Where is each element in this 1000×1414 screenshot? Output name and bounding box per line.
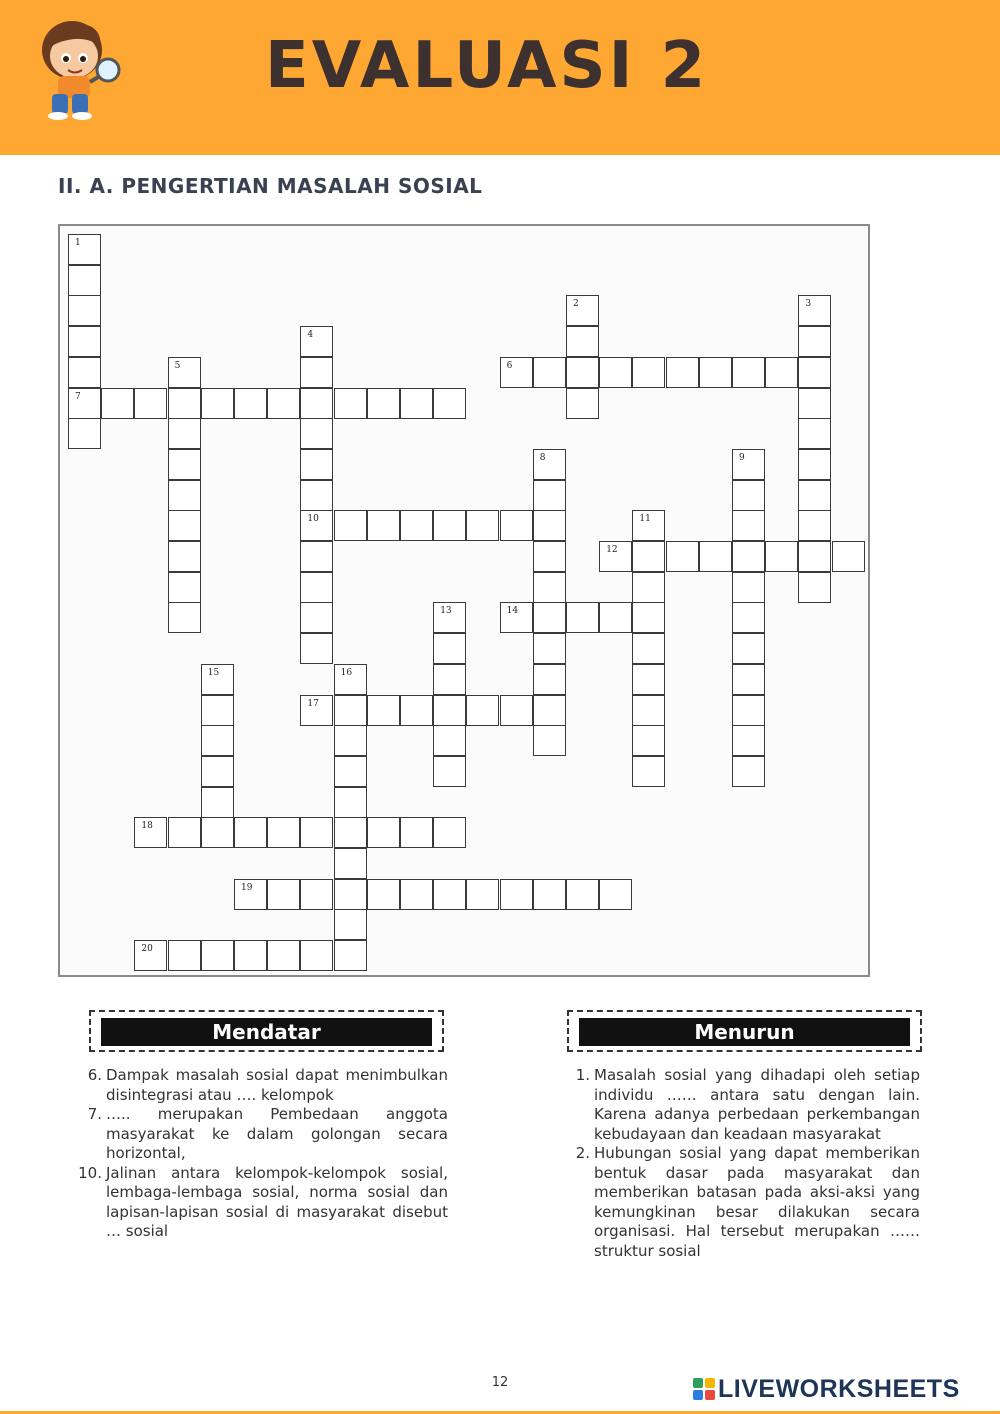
- crossword-cell[interactable]: [433, 817, 466, 848]
- clue-number-label: 10: [307, 514, 319, 525]
- crossword-cell[interactable]: [334, 510, 367, 541]
- crossword-cell[interactable]: [300, 418, 333, 449]
- crossword-cell[interactable]: [732, 695, 765, 726]
- clue-item: [562, 1144, 920, 1261]
- page-number: 12: [491, 1375, 509, 1390]
- crossword-cell[interactable]: [168, 940, 201, 971]
- crossword-cell[interactable]: [566, 602, 599, 633]
- crossword-cell[interactable]: [201, 695, 234, 726]
- crossword-cell[interactable]: [68, 265, 101, 296]
- crossword-cell[interactable]: [699, 357, 732, 388]
- crossword-cell[interactable]: [400, 510, 433, 541]
- clue-text: Jalinan antara kelompok-kelompok sosial, lembaga-lembaga sosial, norma sosial dan lapisan-lapisan sosial di masyarakat disebut … sosial: [106, 1163, 448, 1240]
- liveworksheets-icon: [693, 1378, 715, 1400]
- clue-number-label: 13: [440, 606, 452, 617]
- down-clue-list: [562, 1066, 920, 1261]
- crossword-cell[interactable]: [234, 388, 267, 419]
- crossword-cell[interactable]: [533, 357, 566, 388]
- clue-number: 2.: [575, 1144, 590, 1162]
- crossword-cell[interactable]: [101, 388, 134, 419]
- crossword-cell[interactable]: [68, 357, 101, 388]
- crossword-cell[interactable]: [533, 602, 566, 633]
- crossword-cell[interactable]: [433, 756, 466, 787]
- clue-number-label: 4: [307, 330, 314, 341]
- crossword-cell[interactable]: [134, 817, 167, 848]
- crossword-cell[interactable]: [666, 357, 699, 388]
- across-header-box: [89, 1010, 444, 1052]
- crossword-cell[interactable]: [68, 295, 101, 326]
- crossword-cell[interactable]: [234, 817, 267, 848]
- crossword-cell[interactable]: [533, 695, 566, 726]
- crossword-cell[interactable]: [267, 388, 300, 419]
- crossword-cell[interactable]: [732, 510, 765, 541]
- crossword-cell[interactable]: [500, 695, 533, 726]
- crossword-cell[interactable]: [334, 664, 367, 695]
- crossword-cell[interactable]: [400, 388, 433, 419]
- crossword-cell[interactable]: [798, 418, 831, 449]
- crossword-cell[interactable]: [68, 326, 101, 357]
- crossword-cell[interactable]: [300, 940, 333, 971]
- crossword-cell[interactable]: [732, 541, 765, 572]
- crossword-cell[interactable]: [533, 664, 566, 695]
- crossword-cell[interactable]: [433, 388, 466, 419]
- crossword-cell[interactable]: [334, 756, 367, 787]
- crossword-cell[interactable]: [300, 357, 333, 388]
- crossword-cell[interactable]: [334, 879, 367, 910]
- crossword-cell[interactable]: [433, 602, 466, 633]
- crossword-cell[interactable]: [334, 695, 367, 726]
- crossword-cell[interactable]: [168, 510, 201, 541]
- crossword-cell[interactable]: [168, 817, 201, 848]
- crossword-cell[interactable]: [632, 695, 665, 726]
- crossword-cell[interactable]: [566, 388, 599, 419]
- crossword-cell[interactable]: [632, 510, 665, 541]
- crossword-cell[interactable]: [367, 817, 400, 848]
- crossword-cell[interactable]: [798, 357, 831, 388]
- crossword-cell[interactable]: [566, 357, 599, 388]
- crossword-cell[interactable]: [599, 357, 632, 388]
- crossword-cell[interactable]: [168, 480, 201, 511]
- crossword-cell[interactable]: [334, 725, 367, 756]
- crossword-cell[interactable]: [300, 572, 333, 603]
- clue-number-label: 11: [639, 514, 651, 525]
- clue-number-label: 15: [207, 667, 220, 678]
- clue-number-label: 5: [174, 360, 181, 371]
- crossword-cell[interactable]: [201, 388, 234, 419]
- crossword-cell[interactable]: [732, 756, 765, 787]
- clue-number-label: 9: [739, 452, 745, 463]
- crossword-cell[interactable]: [732, 480, 765, 511]
- down-heading: Menurun: [579, 1018, 910, 1046]
- clue-number-label: 8: [539, 452, 546, 463]
- clue-number-label: 19: [241, 882, 253, 893]
- clue-item: [562, 1066, 920, 1144]
- across-heading: Mendatar: [101, 1018, 432, 1046]
- clue-number-label: 1: [75, 238, 81, 248]
- boy-magnifier-icon: [28, 10, 124, 120]
- crossword-cell[interactable]: [533, 541, 566, 572]
- crossword-cell[interactable]: [666, 541, 699, 572]
- brand-name: LIVEWORKSHEETS: [718, 1374, 960, 1403]
- crossword-cell[interactable]: [433, 510, 466, 541]
- clue-number-label: 7: [75, 391, 81, 402]
- clue-text: Masalah sosial yang dihadapi oleh setiap individu …… antara satu dengan lain. Karena adanya perbedaan perkembangan kebudayaan dan keadaan masyarakat: [594, 1066, 920, 1143]
- crossword-cell[interactable]: [632, 541, 665, 572]
- across-clue-list: [74, 1066, 448, 1242]
- crossword-cell[interactable]: [400, 695, 433, 726]
- crossword-cell[interactable]: [433, 695, 466, 726]
- crossword-cell[interactable]: [466, 879, 499, 910]
- crossword-cell[interactable]: [533, 510, 566, 541]
- crossword-cell[interactable]: [201, 756, 234, 787]
- crossword-cell[interactable]: [699, 541, 732, 572]
- crossword-cell[interactable]: [732, 602, 765, 633]
- crossword-cell[interactable]: [300, 695, 333, 726]
- clue-item: [74, 1105, 448, 1164]
- crossword-cell[interactable]: [798, 388, 831, 419]
- page-title: EVALUASI 2: [265, 29, 709, 103]
- crossword-cell[interactable]: [400, 879, 433, 910]
- crossword-cell[interactable]: [201, 940, 234, 971]
- crossword-cell[interactable]: [334, 909, 367, 940]
- crossword-cell[interactable]: [168, 572, 201, 603]
- crossword-cell[interactable]: [732, 357, 765, 388]
- crossword-cell[interactable]: [168, 388, 201, 419]
- crossword-cell[interactable]: [267, 879, 300, 910]
- clue-number-label: 14: [506, 606, 519, 617]
- crossword-cell[interactable]: [334, 787, 367, 818]
- crossword-cell[interactable]: [466, 695, 499, 726]
- crossword-cell[interactable]: [632, 602, 665, 633]
- clue-item: [74, 1164, 448, 1242]
- crossword-cell[interactable]: [832, 541, 865, 572]
- crossword-cell[interactable]: [632, 572, 665, 603]
- crossword-cell[interactable]: [533, 879, 566, 910]
- crossword-cell[interactable]: [433, 725, 466, 756]
- crossword-cell[interactable]: [201, 787, 234, 818]
- clue-text: Dampak masalah sosial dapat menimbulkan disintegrasi atau …. kelompok: [106, 1066, 448, 1104]
- clue-number-label: 18: [141, 821, 153, 832]
- clue-number-label: 3: [805, 299, 812, 310]
- crossword-cell[interactable]: [566, 879, 599, 910]
- crossword-cell[interactable]: [300, 633, 333, 664]
- liveworksheets-logo: [693, 1376, 960, 1402]
- clue-number: 6.: [87, 1066, 102, 1084]
- crossword-cell[interactable]: [68, 388, 101, 419]
- crossword-cell[interactable]: [599, 541, 632, 572]
- crossword-cell[interactable]: [798, 541, 831, 572]
- clue-number-label: 12: [606, 545, 618, 555]
- clue-number-label: 20: [141, 944, 153, 955]
- crossword-cell[interactable]: [798, 480, 831, 511]
- crossword-cell[interactable]: [334, 940, 367, 971]
- crossword-cell[interactable]: [367, 879, 400, 910]
- crossword-cell[interactable]: [367, 388, 400, 419]
- clue-text: Hubungan sosial yang dapat memberikan bentuk dasar pada masyarakat dan memberikan batasan pada aksi-aksi yang kemungkinan besar dilakukan secara organisasi. Hal tersebut merupakan …… struktur sosial: [594, 1144, 920, 1260]
- clue-text: ….. merupakan Pembedaan anggota masyarakat ke dalam golongan secara horizontal,: [106, 1105, 448, 1162]
- clue-number: 1.: [575, 1066, 590, 1084]
- crossword-cell[interactable]: [300, 388, 333, 419]
- crossword-cell[interactable]: [533, 480, 566, 511]
- crossword-cell[interactable]: [533, 449, 566, 480]
- clue-number-label: 16: [340, 667, 353, 678]
- crossword-cell[interactable]: [400, 817, 433, 848]
- crossword-cell[interactable]: [632, 725, 665, 756]
- crossword-cell[interactable]: [566, 326, 599, 357]
- down-header-box: [567, 1010, 922, 1052]
- crossword-cell[interactable]: [68, 418, 101, 449]
- crossword-cell[interactable]: [201, 725, 234, 756]
- crossword-cell[interactable]: [599, 602, 632, 633]
- crossword-cell[interactable]: [300, 480, 333, 511]
- clue-number-label: 17: [307, 698, 319, 709]
- crossword-cell[interactable]: [300, 541, 333, 572]
- crossword-cell[interactable]: [267, 817, 300, 848]
- crossword-cell[interactable]: [234, 940, 267, 971]
- crossword-cell[interactable]: [500, 602, 533, 633]
- crossword-cell[interactable]: [500, 357, 533, 388]
- crossword-cell[interactable]: [367, 510, 400, 541]
- crossword-cell[interactable]: [632, 664, 665, 695]
- crossword-cell[interactable]: [334, 817, 367, 848]
- crossword-cell[interactable]: [300, 449, 333, 480]
- crossword-cell[interactable]: [566, 295, 599, 326]
- crossword-cell[interactable]: [798, 572, 831, 603]
- crossword-cell[interactable]: [201, 664, 234, 695]
- crossword-cell[interactable]: [732, 572, 765, 603]
- section-title: II. A. PENGERTIAN MASALAH SOSIAL: [58, 174, 483, 198]
- crossword-cell[interactable]: [533, 725, 566, 756]
- crossword-cell[interactable]: [300, 510, 333, 541]
- crossword-cell[interactable]: [466, 510, 499, 541]
- crossword-cell[interactable]: [732, 633, 765, 664]
- crossword-cell[interactable]: [765, 357, 798, 388]
- crossword-cell[interactable]: [168, 418, 201, 449]
- crossword-cell[interactable]: [168, 357, 201, 388]
- crossword-cell[interactable]: [134, 388, 167, 419]
- crossword-cell[interactable]: [267, 940, 300, 971]
- crossword-cell[interactable]: [765, 541, 798, 572]
- crossword-cell[interactable]: [599, 879, 632, 910]
- crossword-cell[interactable]: [798, 510, 831, 541]
- crossword-cell[interactable]: [300, 326, 333, 357]
- crossword-cell[interactable]: [201, 817, 234, 848]
- crossword-cell[interactable]: [168, 449, 201, 480]
- crossword-cell[interactable]: [533, 572, 566, 603]
- crossword-cell[interactable]: [134, 940, 167, 971]
- crossword-cell[interactable]: [798, 295, 831, 326]
- crossword-cell[interactable]: [334, 388, 367, 419]
- crossword-cell[interactable]: [300, 817, 333, 848]
- header-banner: [0, 0, 1000, 155]
- crossword-cell[interactable]: [433, 633, 466, 664]
- crossword-cell[interactable]: [367, 695, 400, 726]
- clue-number: 10.: [78, 1163, 102, 1182]
- crossword-cell[interactable]: [500, 510, 533, 541]
- crossword-cell[interactable]: [300, 879, 333, 910]
- crossword-cell[interactable]: [433, 664, 466, 695]
- crossword-cell[interactable]: [300, 602, 333, 633]
- crossword-cell[interactable]: [732, 449, 765, 480]
- crossword-cell[interactable]: [732, 725, 765, 756]
- crossword-cell[interactable]: [234, 879, 267, 910]
- crossword-cell[interactable]: [632, 756, 665, 787]
- clue-number: 7.: [87, 1105, 102, 1123]
- crossword-cell[interactable]: [632, 633, 665, 664]
- crossword-cell[interactable]: [798, 449, 831, 480]
- crossword-cell[interactable]: [798, 326, 831, 357]
- crossword-cell[interactable]: [168, 602, 201, 633]
- clue-number-label: 6: [506, 360, 513, 371]
- crossword-cell[interactable]: [632, 357, 665, 388]
- crossword-cell[interactable]: [732, 664, 765, 695]
- crossword-cell[interactable]: [533, 633, 566, 664]
- crossword-cell[interactable]: [433, 879, 466, 910]
- crossword-cell[interactable]: [500, 879, 533, 910]
- crossword-cell[interactable]: [68, 234, 101, 265]
- crossword-cell[interactable]: [334, 848, 367, 879]
- clue-item: [74, 1066, 448, 1105]
- crossword-cell[interactable]: [168, 541, 201, 572]
- clue-number-label: 2: [573, 299, 579, 310]
